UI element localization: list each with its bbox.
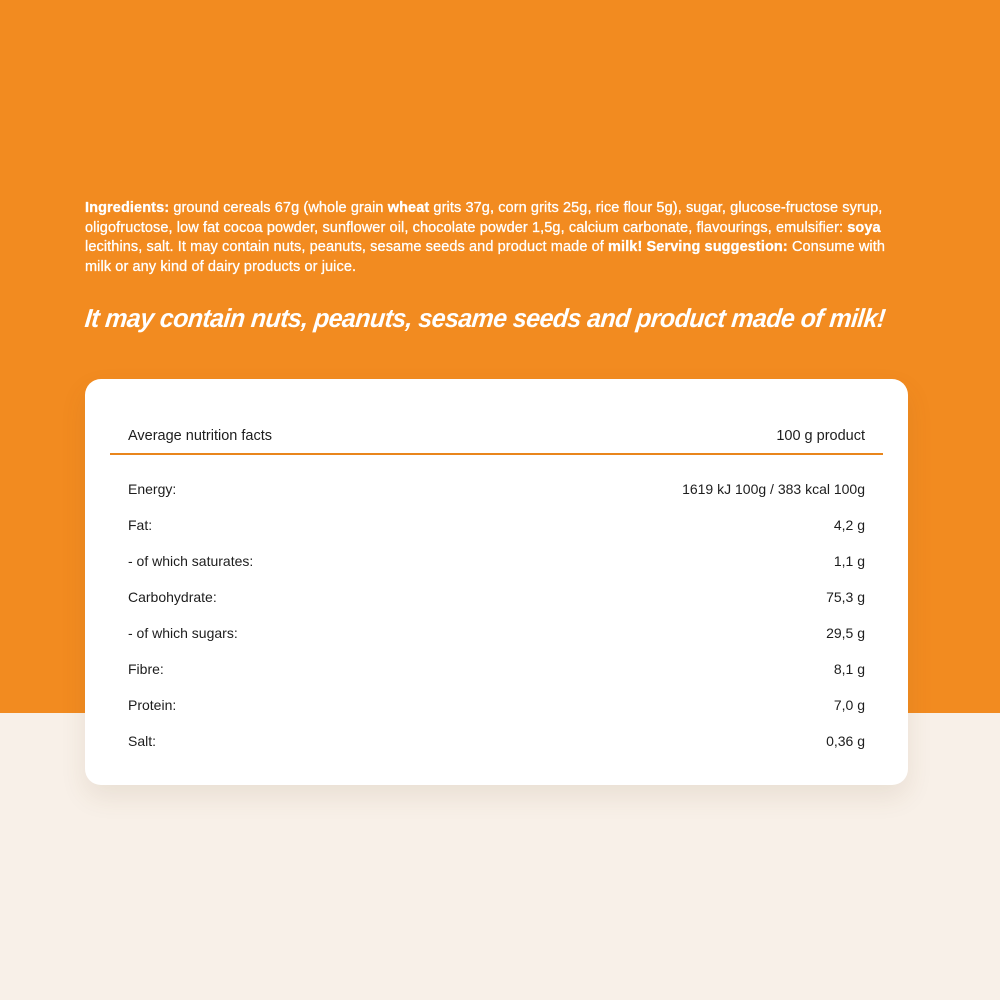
row-value: 8,1 g — [833, 661, 865, 677]
ingredient-segment: Consume with milk or any kind of dairy products or juice. — [85, 239, 886, 275]
table-row — [110, 471, 883, 507]
table-row — [110, 507, 883, 543]
row-value: 29,5 g — [826, 625, 865, 641]
row-label: Fat: — [128, 517, 153, 533]
row-value: 7,0 g — [833, 697, 865, 713]
nutrition-rows — [110, 471, 883, 759]
allergen-heading: It may contain nuts, peanuts, sesame seeds and product made of milk! — [83, 303, 887, 333]
row-value: 1,1 g — [833, 553, 865, 569]
row-label: Salt: — [128, 733, 157, 749]
ingredient-segment: lecithins, salt. It may contain nuts, peanuts, sesame seeds and product made of — [85, 239, 609, 256]
ingredient-segment: ground cereals 67g (whole grain — [169, 200, 388, 216]
nutrition-header-label: Average nutrition facts — [128, 428, 273, 444]
ingredient-allergen-bold: milk! — [608, 239, 643, 256]
row-label: Fibre: — [128, 661, 164, 677]
table-row — [110, 579, 883, 615]
nutrition-table-header — [110, 419, 883, 455]
row-label: Energy: — [128, 481, 177, 497]
nutrition-header-value: 100 g product — [776, 428, 865, 444]
table-row — [110, 543, 883, 579]
row-value: 0,36 g — [826, 733, 865, 749]
row-value: 1619 kJ 100g / 383 kcal 100g — [682, 481, 865, 497]
ingredient-allergen-bold: soya — [847, 219, 881, 236]
table-row — [110, 651, 883, 687]
ingredient-allergen-bold: Ingredients: — [85, 200, 170, 216]
row-label: - of which saturates: — [128, 553, 254, 569]
nutrition-card — [85, 379, 908, 785]
ingredient-allergen-bold: wheat — [387, 200, 430, 216]
table-row — [110, 687, 883, 723]
table-row — [110, 615, 883, 651]
ingredients-text — [85, 199, 895, 277]
table-row — [110, 723, 883, 759]
row-label: - of which sugars: — [128, 625, 238, 641]
row-label: Protein: — [128, 697, 177, 713]
ingredient-allergen-bold: Serving suggestion: — [646, 239, 788, 256]
row-label: Carbohydrate: — [128, 589, 217, 605]
nutrition-table — [110, 419, 883, 759]
ingredient-segment: grits 37g, corn grits 25g, rice flour 5g), sugar, glucose-fructose syrup, oligofructose, low fat cocoa powder, sunflower oil, chocolate powder 1,5g, calcium carbonate, flavourings, emulsifier: — [85, 200, 883, 236]
row-value: 4,2 g — [833, 517, 865, 533]
row-value: 75,3 g — [826, 589, 865, 605]
